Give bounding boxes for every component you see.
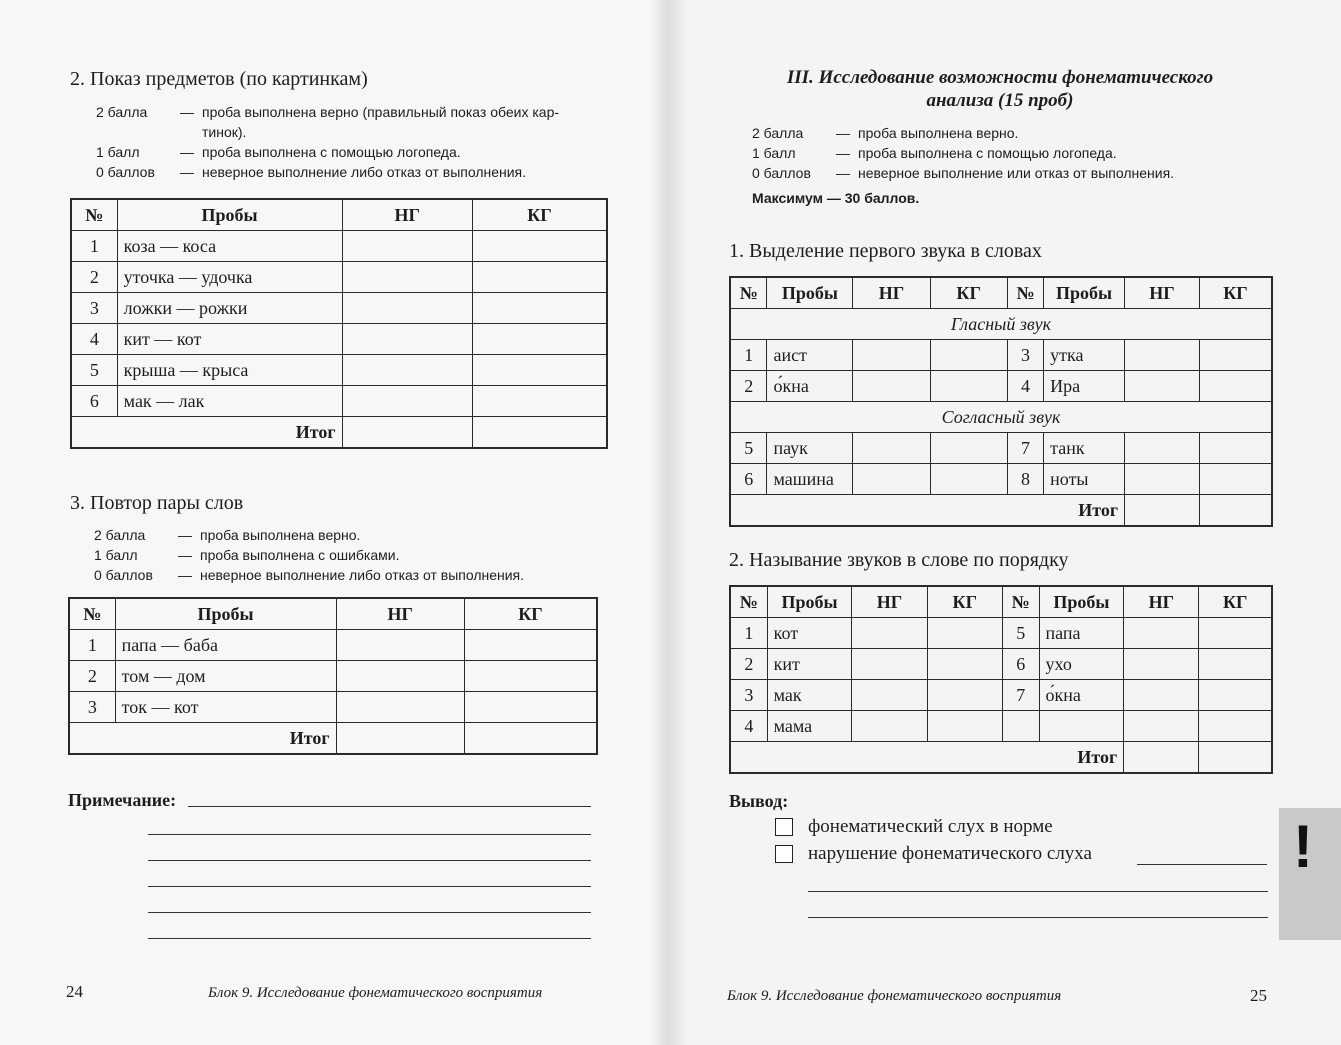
kg-score-cell[interactable] [464, 630, 597, 661]
column-header: КГ [927, 586, 1002, 618]
note-line-2[interactable] [148, 820, 591, 835]
column-header: № [69, 598, 115, 630]
option-normal-checkbox[interactable] [775, 818, 793, 836]
kg-score-cell[interactable] [927, 711, 1002, 742]
heading-line-2: анализа (15 проб) [926, 90, 1074, 111]
column-header: № [730, 277, 767, 309]
legend-dash: — [180, 104, 194, 120]
section3-title: 3. Повтор пары слов [70, 492, 244, 514]
conclusion-line-3[interactable] [808, 903, 1268, 918]
section2-legend [96, 102, 596, 182]
kg-score-cell[interactable] [927, 649, 1002, 680]
column-header: НГ [852, 586, 927, 618]
book-gutter [650, 0, 686, 1045]
probe-cell: паук [767, 433, 853, 464]
ng-score-cell[interactable] [853, 340, 930, 371]
column-header: НГ [853, 277, 930, 309]
kg-total-cell[interactable] [1199, 742, 1272, 774]
group-consonant-label: Согласный звук [730, 402, 1272, 433]
legend-desc: проба выполнена верно. [200, 527, 361, 543]
ng-score-cell[interactable] [336, 630, 464, 661]
legend-score: 1 балл [752, 145, 796, 161]
ng-score-cell[interactable] [852, 649, 927, 680]
column-header: № [71, 199, 117, 231]
max-score: Максимум — 30 баллов. [752, 190, 920, 206]
group-row [730, 309, 1272, 340]
ng-total-cell[interactable] [1125, 495, 1200, 527]
legend-desc: проба выполнена верно (правильный показ обеих кар- [202, 104, 560, 120]
probe-cell: о́кна [1039, 680, 1124, 711]
conclusion-line-1[interactable] [1137, 850, 1267, 865]
legend-score [96, 122, 180, 142]
note-line-6[interactable] [148, 924, 591, 939]
legend-dash [180, 122, 202, 142]
section3-legend [94, 525, 594, 585]
total-label: Итог [69, 723, 336, 755]
row-number: 7 [1002, 680, 1039, 711]
legend-dash: — [180, 164, 194, 180]
kg-score-cell[interactable] [1199, 433, 1272, 464]
legend-score: 2 балла [94, 527, 146, 543]
legend-row [96, 162, 596, 182]
legend-row [94, 545, 594, 565]
legend-row [94, 525, 594, 545]
legend-dash: — [836, 125, 850, 141]
row-number: 6 [71, 386, 117, 417]
probe-cell: коза — коса [117, 231, 342, 262]
probe-cell: уточка — удочка [117, 262, 342, 293]
kg-score-cell[interactable] [472, 262, 607, 293]
legend-desc: проба выполнена с ошибками. [200, 547, 400, 563]
table-row [69, 661, 597, 692]
right-legend [752, 123, 1272, 183]
legend-desc: тинок). [202, 124, 247, 140]
row-number: 1 [730, 340, 767, 371]
legend-row [94, 565, 594, 585]
section3-table [68, 597, 598, 755]
table-row [71, 262, 607, 293]
column-header: Пробы [1039, 586, 1124, 618]
row-number: 3 [1007, 340, 1043, 371]
ng-total-cell[interactable] [342, 417, 472, 449]
probe-cell: ноты [1044, 464, 1125, 495]
column-header: Пробы [1044, 277, 1125, 309]
note-line-1[interactable] [188, 792, 591, 807]
table-row [69, 630, 597, 661]
legend-desc: проба выполнена верно. [858, 125, 1019, 141]
ng-score-cell[interactable] [342, 324, 472, 355]
legend-score: 2 балла [752, 125, 804, 141]
kg-score-cell[interactable] [930, 340, 1007, 371]
column-header: № [1002, 586, 1039, 618]
ng-score-cell[interactable] [1124, 618, 1199, 649]
footer-left: Блок 9. Исследование фонематического восприятия [208, 985, 543, 1001]
ng-score-cell[interactable] [852, 680, 927, 711]
table-row [71, 231, 607, 262]
column-header: НГ [336, 598, 464, 630]
probe-cell: мак — лак [117, 386, 342, 417]
legend-row [752, 143, 1272, 163]
ng-score-cell[interactable] [342, 293, 472, 324]
ng-score-cell[interactable] [336, 692, 464, 723]
legend-score: 2 балла [96, 104, 148, 120]
row-number: 4 [1007, 371, 1043, 402]
group-row [730, 402, 1272, 433]
column-header: № [1007, 277, 1043, 309]
table-row [69, 692, 597, 723]
total-row [69, 723, 597, 755]
legend-desc: неверное выполнение или отказ от выполнения. [858, 165, 1175, 181]
column-header: КГ [472, 199, 607, 231]
ng-score-cell[interactable] [342, 262, 472, 293]
header-row [71, 199, 607, 231]
first-sound-table [729, 276, 1273, 527]
legend-dash: — [178, 567, 192, 583]
probe-cell: папа [1039, 618, 1124, 649]
table-row [71, 386, 607, 417]
table2-title: 2. Называние звуков в слове по порядку [729, 549, 1069, 571]
note-label: Примечание: [68, 790, 177, 810]
ng-score-cell[interactable] [1124, 711, 1199, 742]
table-row [730, 680, 1272, 711]
heading-line-1: III. Исследование возможности фонематического [786, 67, 1214, 88]
legend-score: 1 балл [94, 547, 138, 563]
table-row [730, 433, 1272, 464]
total-row [730, 742, 1272, 774]
probe-cell: танк [1044, 433, 1125, 464]
section3-heading [700, 66, 1300, 112]
legend-score: 0 баллов [752, 165, 811, 181]
ng-score-cell[interactable] [853, 464, 930, 495]
row-number: 5 [1002, 618, 1039, 649]
option-impaired-checkbox[interactable] [775, 845, 793, 863]
kg-score-cell[interactable] [472, 231, 607, 262]
row-number: 8 [1007, 464, 1043, 495]
probe-cell: папа — баба [115, 630, 336, 661]
probe-cell: кот [767, 618, 852, 649]
row-number: 2 [71, 262, 117, 293]
total-label: Итог [730, 495, 1125, 527]
probe-cell: ухо [1039, 649, 1124, 680]
legend-row [752, 163, 1272, 183]
legend-desc: проба выполнена с помощью логопеда. [858, 145, 1117, 161]
legend-row [96, 122, 596, 142]
legend-dash: — [178, 527, 192, 543]
column-header: КГ [1199, 586, 1272, 618]
ng-score-cell[interactable] [852, 711, 927, 742]
column-header: КГ [1199, 277, 1272, 309]
column-header: № [730, 586, 767, 618]
ng-score-cell[interactable] [1125, 464, 1200, 495]
kg-total-cell[interactable] [472, 417, 607, 449]
table-row [730, 340, 1272, 371]
conclusion-label: Вывод: [729, 791, 789, 811]
section2-title: 2. Показ предметов (по картинкам) [70, 68, 368, 90]
kg-score-cell[interactable] [472, 293, 607, 324]
column-header: НГ [342, 199, 472, 231]
option-impaired-label: нарушение фонематического слуха [808, 843, 1092, 864]
total-label: Итог [71, 417, 342, 449]
row-number: 3 [69, 692, 115, 723]
exclamation-icon: ! [1293, 813, 1313, 880]
ng-score-cell[interactable] [1124, 680, 1199, 711]
ng-score-cell[interactable] [342, 231, 472, 262]
row-number: 2 [69, 661, 115, 692]
ng-score-cell[interactable] [1125, 340, 1200, 371]
kg-score-cell[interactable] [1199, 680, 1272, 711]
total-row [730, 495, 1272, 527]
ng-score-cell[interactable] [1125, 371, 1200, 402]
row-number: 7 [1007, 433, 1043, 464]
row-number [1002, 711, 1039, 742]
row-number: 4 [71, 324, 117, 355]
row-number: 3 [730, 680, 767, 711]
table-row [730, 649, 1272, 680]
kg-score-cell[interactable] [927, 680, 1002, 711]
page-number-left: 24 [66, 982, 83, 1001]
row-number: 5 [71, 355, 117, 386]
column-header: НГ [1124, 586, 1199, 618]
probe-cell: машина [767, 464, 853, 495]
legend-desc: неверное выполнение либо отказ от выполнения. [200, 567, 525, 583]
table-row [730, 711, 1272, 742]
table-row [71, 324, 607, 355]
row-number: 4 [730, 711, 767, 742]
column-header: КГ [930, 277, 1007, 309]
option-normal-label: фонематический слух в норме [808, 816, 1053, 837]
note-line-5[interactable] [148, 898, 591, 913]
ng-score-cell[interactable] [853, 433, 930, 464]
group-vowel-label: Гласный звук [730, 309, 1272, 340]
legend-dash: — [178, 547, 192, 563]
probe-cell [1039, 711, 1124, 742]
ng-total-cell[interactable] [336, 723, 464, 755]
column-header: Пробы [767, 586, 852, 618]
kg-score-cell[interactable] [1199, 711, 1272, 742]
legend-score: 0 баллов [94, 567, 153, 583]
ng-score-cell[interactable] [1124, 649, 1199, 680]
row-number: 3 [71, 293, 117, 324]
table1-title: 1. Выделение первого звука в словах [729, 240, 1042, 262]
kg-score-cell[interactable] [927, 618, 1002, 649]
row-number: 6 [1002, 649, 1039, 680]
probe-cell: том — дом [115, 661, 336, 692]
legend-row [96, 102, 596, 122]
table-row [730, 371, 1272, 402]
table-row [730, 618, 1272, 649]
kg-score-cell[interactable] [464, 692, 597, 723]
total-row [71, 417, 607, 449]
ng-score-cell[interactable] [853, 371, 930, 402]
ng-score-cell[interactable] [336, 661, 464, 692]
header-row [69, 598, 597, 630]
ng-score-cell[interactable] [342, 355, 472, 386]
kg-score-cell[interactable] [472, 355, 607, 386]
kg-score-cell[interactable] [930, 371, 1007, 402]
ng-score-cell[interactable] [342, 386, 472, 417]
probe-cell: кит [767, 649, 852, 680]
kg-score-cell[interactable] [1199, 340, 1272, 371]
note-line-3[interactable] [148, 846, 591, 861]
row-number: 1 [71, 231, 117, 262]
sound-order-table [729, 585, 1273, 774]
probe-cell: кит — кот [117, 324, 342, 355]
probe-cell: ток — кот [115, 692, 336, 723]
row-number: 2 [730, 649, 767, 680]
conclusion-line-2[interactable] [808, 877, 1268, 892]
kg-score-cell[interactable] [1199, 464, 1272, 495]
legend-desc: проба выполнена с помощью логопеда. [202, 144, 461, 160]
row-number: 1 [730, 618, 767, 649]
section2-table [70, 198, 608, 449]
column-header: КГ [464, 598, 597, 630]
probe-cell: мама [767, 711, 852, 742]
note-line-4[interactable] [148, 872, 591, 887]
column-header: Пробы [117, 199, 342, 231]
column-header: Пробы [767, 277, 853, 309]
kg-score-cell[interactable] [930, 433, 1007, 464]
legend-dash: — [180, 144, 194, 160]
kg-score-cell[interactable] [1199, 649, 1272, 680]
column-header: НГ [1125, 277, 1200, 309]
probe-cell: ложки — рожки [117, 293, 342, 324]
row-number: 6 [730, 464, 767, 495]
kg-total-cell[interactable] [1199, 495, 1272, 527]
legend-dash: — [836, 165, 850, 181]
table-row [730, 464, 1272, 495]
row-number: 2 [730, 371, 767, 402]
row-number: 1 [69, 630, 115, 661]
probe-cell: о́кна [767, 371, 853, 402]
table-row [71, 293, 607, 324]
kg-score-cell[interactable] [1199, 371, 1272, 402]
row-number: 5 [730, 433, 767, 464]
kg-score-cell[interactable] [464, 661, 597, 692]
probe-cell: мак [767, 680, 852, 711]
table-row [71, 355, 607, 386]
ng-score-cell[interactable] [852, 618, 927, 649]
kg-total-cell[interactable] [464, 723, 597, 755]
header-row [730, 586, 1272, 618]
legend-score: 1 балл [96, 144, 140, 160]
header-row [730, 277, 1272, 309]
column-header: Пробы [115, 598, 336, 630]
legend-dash: — [836, 145, 850, 161]
footer-right: Блок 9. Исследование фонематического восприятия [727, 988, 1062, 1004]
legend-score: 0 баллов [96, 164, 155, 180]
kg-score-cell[interactable] [472, 324, 607, 355]
kg-score-cell[interactable] [930, 464, 1007, 495]
probe-cell: крыша — крыса [117, 355, 342, 386]
kg-score-cell[interactable] [472, 386, 607, 417]
probe-cell: аист [767, 340, 853, 371]
probe-cell: Ира [1044, 371, 1125, 402]
legend-desc: неверное выполнение либо отказ от выполнения. [202, 164, 527, 180]
total-label: Итог [730, 742, 1124, 774]
probe-cell: утка [1044, 340, 1125, 371]
legend-row [96, 142, 596, 162]
ng-score-cell[interactable] [1125, 433, 1200, 464]
ng-total-cell[interactable] [1124, 742, 1199, 774]
kg-score-cell[interactable] [1199, 618, 1272, 649]
legend-row [752, 123, 1272, 143]
page-number-right: 25 [1250, 986, 1267, 1005]
